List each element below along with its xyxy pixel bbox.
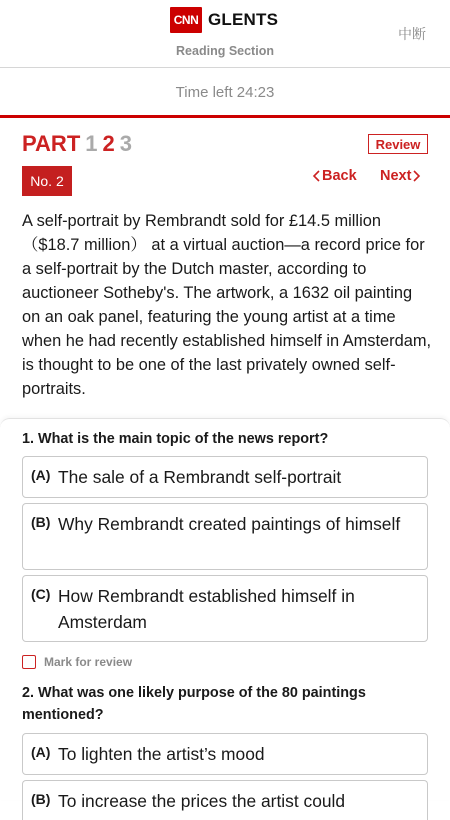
part-2[interactable]: 2 [102,131,115,156]
question-2-title: 2. What was one likely purpose of the 80 paintings mentioned? [22,685,366,723]
brand-name: GLENTS [208,10,279,29]
timer-bar [0,69,450,115]
brand [170,7,278,33]
mark-review-checkbox[interactable] [22,655,36,669]
chevron-left-icon [312,169,322,183]
question-2-option-a[interactable] [22,733,428,775]
option-letter: (B) [31,791,51,807]
option-text: How Rembrandt established himself in Amsterdam [58,586,355,632]
part-3[interactable]: 3 [119,131,133,156]
question-1-option-b[interactable] [22,503,428,570]
option-text: The sale of a Rembrandt self-portrait [58,467,342,487]
cnn-logo: CNN [170,7,202,33]
option-text: Why Rembrandt created paintings of himself [58,514,401,534]
time-left: Time left 24:23 [175,83,275,101]
app-header [0,0,450,68]
section-title: Reading Section [176,44,274,58]
back-label: Back [322,168,357,184]
question-1-option-a[interactable] [22,456,428,498]
option-letter: (B) [31,514,51,530]
option-letter: (A) [31,467,51,483]
question-1-option-c[interactable] [22,575,428,642]
review-button[interactable]: Review [368,134,428,154]
part-indicator [22,131,132,157]
option-text: To increase the prices the artist could [58,791,346,811]
question-2-option-b[interactable] [22,780,428,820]
interrupt-button[interactable]: 中断 [398,27,426,43]
next-label: Next [380,168,412,184]
option-letter: (C) [31,586,51,602]
part-label: PART [22,131,81,156]
option-text: To lighten the artist’s mood [58,744,265,764]
reading-passage: A self-portrait by Rembrandt sold for £14.5 million （$18.7 million） at a virtual auction—a record price for a self-portrait by the Dutch master, according to auctioneer Sotheby's. The artwork, a 1632 oil painting on an oak panel, featuring the young artist at a time when he had recently established himself in Amsterdam, is thought to be one of the last privately owned self-portraits. [22,212,432,398]
question-number-badge: No. 2 [22,166,72,196]
divider [0,115,450,118]
part-1[interactable]: 1 [85,131,98,156]
mark-review-label: Mark for review [44,655,133,669]
chevron-right-icon [411,169,421,183]
question-1-title: 1. What is the main topic of the news report? [22,431,329,447]
back-button[interactable] [312,168,357,184]
next-button[interactable] [380,168,421,184]
option-letter: (A) [31,744,51,760]
mark-for-review[interactable] [22,655,132,669]
